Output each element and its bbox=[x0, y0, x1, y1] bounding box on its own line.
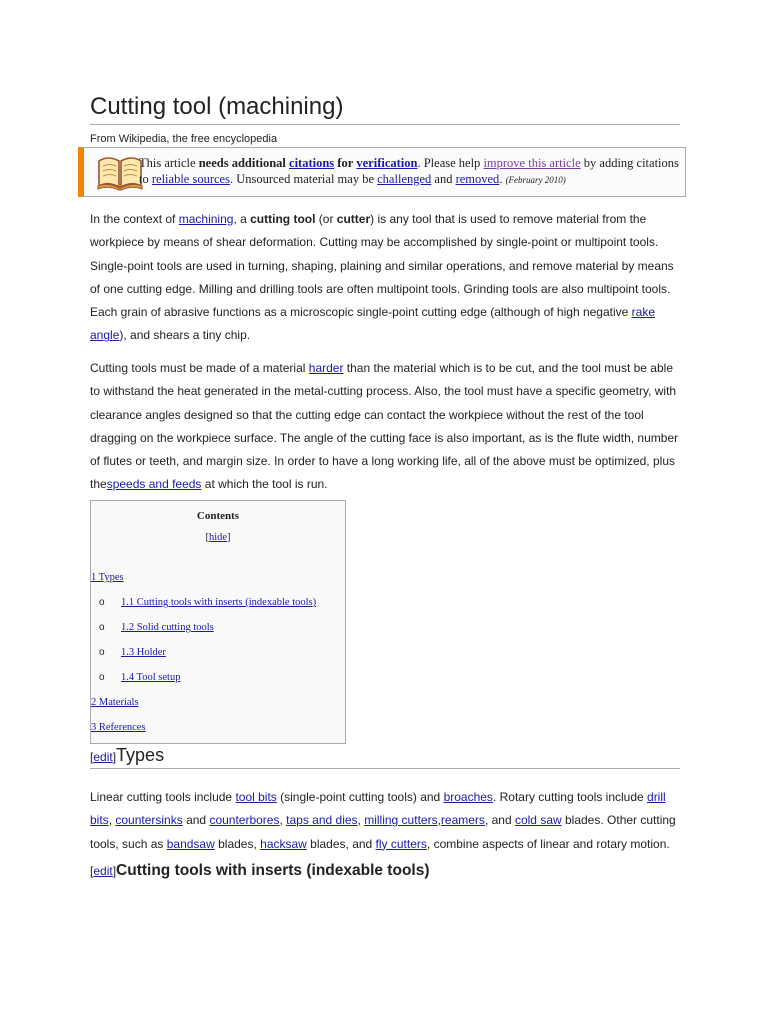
edit-bracket: ] bbox=[112, 750, 117, 764]
toc-bullet: o bbox=[99, 622, 105, 633]
hacksaw-link[interactable]: hacksaw bbox=[260, 836, 307, 851]
edit-bracket: [ bbox=[90, 864, 94, 878]
toc-item-holder[interactable]: 1.3 Holder bbox=[121, 647, 166, 658]
cold-saw-link[interactable]: cold saw bbox=[514, 813, 562, 828]
section-heading-types bbox=[90, 745, 680, 769]
toc-item-inserts[interactable]: 1.1 Cutting tools with inserts (indexable tools) bbox=[121, 597, 317, 608]
removed-link[interactable]: removed bbox=[455, 172, 500, 186]
fly-cutters-link[interactable]: fly cutters bbox=[375, 836, 427, 851]
text-run: (or bbox=[315, 212, 337, 226]
table-of-contents bbox=[90, 500, 346, 744]
text-run: and bbox=[182, 813, 210, 828]
improve-article-link[interactable]: improve this article bbox=[483, 156, 581, 170]
text-run: , bbox=[437, 813, 441, 828]
open-book-icon bbox=[96, 153, 144, 191]
notice-text-part: . Unsourced material may be bbox=[229, 172, 378, 186]
toc-bullet: o bbox=[99, 597, 105, 608]
text-run: blades, bbox=[214, 836, 261, 851]
notice-text bbox=[139, 155, 679, 188]
text-run: blades, and bbox=[306, 836, 376, 851]
bracket: ] bbox=[227, 532, 231, 543]
term-cutting-tool: cutting tool bbox=[250, 212, 316, 226]
heading-text: Cutting tools with inserts (indexable tools) bbox=[116, 862, 430, 879]
site-subtitle: From Wikipedia, the free encyclopedia bbox=[90, 133, 278, 145]
bandsaw-link[interactable]: bandsaw bbox=[166, 836, 215, 851]
verification-link[interactable]: verification bbox=[356, 156, 418, 170]
text-run: than the material which is to be cut, and the tool must be able to withstand the heat generated in the metal-cutting process. Also, the tool must have a specific geometry, with clearance angles designed so that the cutting edge can contact the workpiece without the rest of the tool dragging on the workpiece surface. The angle of the cutting face is also important, as is the flute width, number of flutes or teeth, and margin size. In order to have a long working life, all of the above must be optimized, plus the bbox=[90, 361, 679, 492]
harder-link[interactable]: harder bbox=[308, 361, 344, 375]
notice-date: (February 2010) bbox=[505, 175, 566, 185]
bracket: [ bbox=[205, 532, 209, 543]
toc-item-tool-setup[interactable]: 1.4 Tool setup bbox=[121, 672, 181, 683]
milling-cutters-link[interactable]: milling cutters bbox=[364, 813, 438, 828]
text-run: , a bbox=[233, 212, 251, 226]
toc-bullet: o bbox=[99, 672, 105, 683]
countersinks-link[interactable]: countersinks bbox=[115, 813, 183, 828]
edit-inserts-link[interactable]: edit bbox=[93, 864, 113, 878]
toc-hide-link[interactable]: hide bbox=[208, 532, 228, 543]
reliable-sources-link[interactable]: reliable sources bbox=[151, 172, 230, 186]
taps-and-dies-link[interactable]: taps and dies bbox=[286, 813, 358, 828]
materials-paragraph bbox=[90, 357, 680, 497]
drill-bits-link[interactable]: drill bits bbox=[90, 790, 666, 828]
citation-notice bbox=[78, 147, 686, 197]
speeds-and-feeds-link[interactable]: speeds and feeds bbox=[106, 477, 202, 492]
toc-item-references[interactable]: 3 References bbox=[91, 722, 146, 733]
term-cutter: cutter bbox=[336, 212, 371, 226]
notice-emphasis-for: for bbox=[337, 156, 354, 170]
text-run: , combine aspects of linear and rotary motion. bbox=[426, 836, 670, 851]
text-run: In the context of bbox=[90, 212, 179, 226]
toc-item-materials[interactable]: 2 Materials bbox=[91, 697, 139, 708]
notice-text-part: . Please help bbox=[417, 156, 484, 170]
toc-item-solid-tools[interactable]: 1.2 Solid cutting tools bbox=[121, 622, 214, 633]
edit-bracket: [ bbox=[90, 750, 94, 764]
toc-hide-toggle bbox=[91, 532, 345, 543]
notice-emphasis: needs additional bbox=[198, 156, 286, 170]
notice-text-part: . bbox=[499, 172, 506, 186]
text-run: ) is any tool that is used to remove material from the workpiece by means of shear deformation. Cutting may be accomplished by single-point or multipoint tools. Single-point tools are used in turning, shaping, plaining and similar operations, and remove material by means of one cutting edge. Milling and drilling tools are often multipoint tools. Grinding tools are also multipoint tools. Each grain of abrasive functions as a microscopic single-point cutting edge (although of high negative bbox=[90, 212, 674, 320]
reamers-link[interactable]: reamers bbox=[440, 813, 485, 828]
challenged-link[interactable]: challenged bbox=[377, 172, 432, 186]
text-run: at which the tool is run. bbox=[201, 477, 328, 492]
edit-bracket: ] bbox=[112, 864, 117, 878]
section-heading-inserts bbox=[90, 862, 680, 880]
types-paragraph bbox=[90, 786, 680, 856]
text-run: , bbox=[279, 813, 287, 828]
toc-item-types[interactable]: 1 Types bbox=[91, 572, 124, 583]
counterbores-link[interactable]: counterbores bbox=[209, 813, 280, 828]
heading-text: Types bbox=[116, 745, 165, 765]
machining-link[interactable]: machining bbox=[178, 212, 234, 226]
text-run: , bbox=[108, 813, 116, 828]
text-run: . Rotary cutting tools include bbox=[492, 790, 648, 804]
toc-bullet: o bbox=[99, 647, 105, 658]
tool-bits-link[interactable]: tool bits bbox=[235, 790, 277, 804]
text-run: blades. Other cutting tools, such as bbox=[90, 813, 676, 851]
text-run: , and bbox=[484, 813, 515, 828]
text-run: Cutting tools must be made of a material bbox=[90, 361, 309, 375]
text-run: Linear cutting tools include bbox=[90, 790, 236, 804]
broaches-link[interactable]: broaches bbox=[443, 790, 493, 804]
intro-paragraph bbox=[90, 208, 680, 348]
text-run: (single-point cutting tools) and bbox=[276, 790, 444, 804]
text-run: , bbox=[357, 813, 365, 828]
toc-title: Contents bbox=[196, 510, 240, 522]
citations-link[interactable]: citations bbox=[289, 156, 335, 170]
notice-text-part: This article bbox=[139, 156, 199, 170]
rake-angle-link[interactable]: rake angle bbox=[90, 305, 656, 343]
page-title: Cutting tool (machining) bbox=[90, 92, 680, 125]
edit-types-link[interactable]: edit bbox=[93, 750, 113, 764]
notice-text-part: by adding citations to bbox=[139, 156, 679, 186]
text-run: ), and shears a tiny chip. bbox=[119, 328, 251, 343]
notice-text-part: and bbox=[431, 172, 456, 186]
